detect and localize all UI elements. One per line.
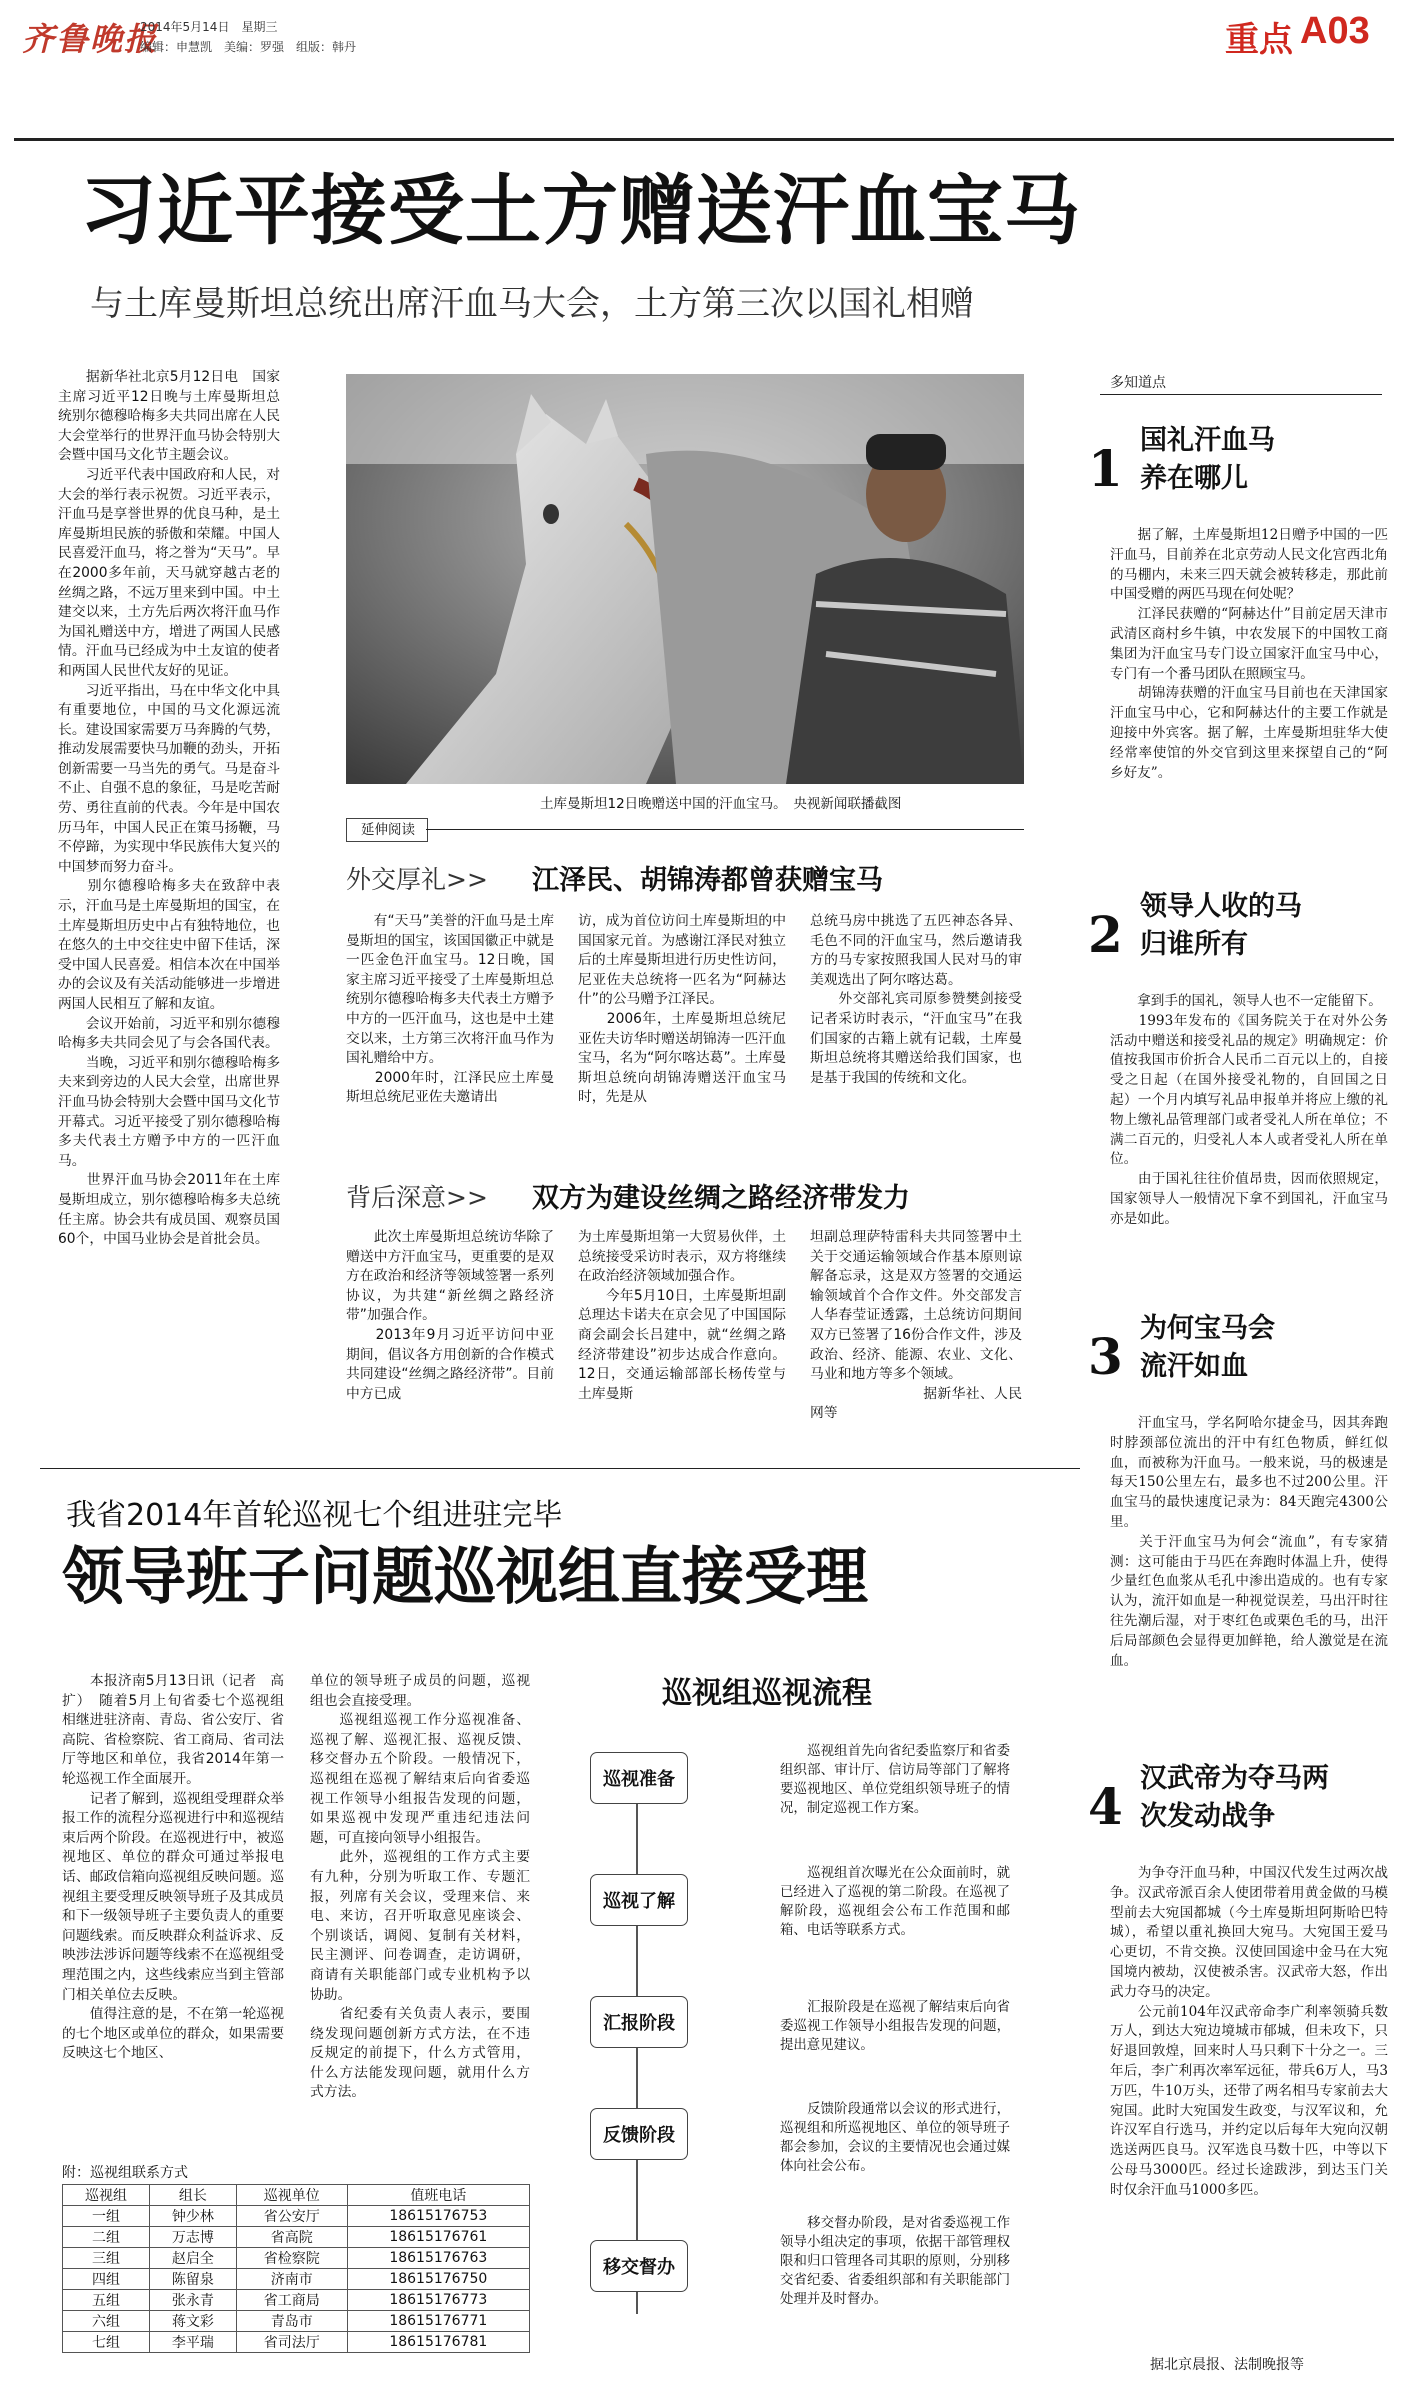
flow-step-label: 巡视了解: [603, 1891, 675, 1912]
flow-step: [590, 2108, 688, 2160]
sidebar-label: 多知道点: [1110, 375, 1166, 391]
sidebar-item-text: 拿到手的国礼，领导人也不一定能留下。 1993年发布的《国务院关于在对外公务活动中赠送和接受礼品的规定》明确规定：价值按我国市价折合人民币二百元以上的，自接受之日起（在国外接受礼物的，自回国之日起）一个月内填写礼品申报单并将应上缴的礼物上缴礼品管理部门或者受礼人所在单位；不满二百元的，归受礼人本人或者受礼人所在单位。 由于国礼往往价值昂贵，因而依照规定，国家领导人一般情况下拿不到国礼，汗血宝马亦是如此。: [1110, 993, 1388, 1227]
photo-caption: 土库曼斯坦12日晚赠送中国的汗血宝马。 央视新闻联播截图: [540, 796, 902, 812]
page-number: A03: [1300, 10, 1370, 52]
column-header: 巡视单位: [236, 2185, 347, 2206]
flow-step: [590, 2240, 688, 2292]
inspection-kicker: 我省2014年首轮巡视七个组进驻完毕: [66, 1498, 563, 1533]
sidebar-item-number: 4: [1088, 1777, 1123, 1836]
table-row: [63, 2227, 530, 2248]
table-cell: 18615176771: [347, 2311, 529, 2332]
sidebar-item-title: 为何宝马会流汗如血: [1140, 1313, 1275, 1382]
main-subheadline: 与土库曼斯坦总统出席汗血马大会，土方第三次以国礼相赠: [90, 284, 974, 324]
table-cell: 18615176761: [347, 2227, 529, 2248]
ext-sec2-tag: 背后深意>>: [346, 1183, 488, 1212]
sidebar-item-number: 3: [1088, 1327, 1123, 1386]
flow-step-description: 巡视组首次曝光在公众面前时，就已经进入了巡视的第二阶段。在巡视了解阶段，巡视组会公布工作范围和邮箱、电话等联系方式。: [780, 1866, 1010, 1938]
flow-step-description: 巡视组首先向省纪委监察厅和省委组织部、审计厅、信访局等部门了解将要巡视地区、单位党组织领导班子的情况，制定巡视工作方案。: [780, 1744, 1010, 1816]
sidebar-item-title: 汉武帝为夺马两次发动战争: [1140, 1763, 1329, 1832]
flow-step-label: 汇报阶段: [603, 2013, 675, 2034]
main-headline: 习近平接受土方赠送汗血宝马: [80, 166, 1081, 255]
table-cell: 钟少林: [149, 2206, 236, 2227]
table-cell: 万志博: [149, 2227, 236, 2248]
column-header: 巡视组: [63, 2185, 150, 2206]
table-cell: 蒋文彩: [149, 2311, 236, 2332]
table-cell: 省司法厅: [236, 2332, 347, 2353]
inspection-body-col1: 本报济南5月13日讯（记者 高扩） 随着5月上旬省委七个巡视组相继进驻济南、青岛、省公安厅、省高院、省检察院、省工商局、省司法厅等地区和单位，我省2014年第一轮巡视工作全面展开。 记者了解到，巡视组受理群众举报工作的流程分巡视进行中和巡视结束后两个阶段。在巡视进行中，被巡视地区、单位的群众可通过举报电话、邮政信箱向巡视组反映问题。巡视组主要受理反映领导班子及其成员和下一级领导班子主要负责人的重要问题线索。而反映群众利益诉求、反映涉法涉诉问题等线索不在巡视组受理范围之内，这些线索应当到主管部门相关单位去反映。 值得注意的是，不在第一轮巡视的七个地区或单位的群众，如果需要反映这七个地区、: [62, 1673, 284, 2062]
issue-date: 2014年5月14日 星期三: [140, 20, 278, 34]
table-cell: 18615176773: [347, 2290, 529, 2311]
table-cell: 李平瑞: [149, 2332, 236, 2353]
sidebar-credit: 据北京晨报、法制晚报等: [1150, 2357, 1304, 2373]
section-label: 重点: [1225, 20, 1293, 60]
table-cell: 18615176763: [347, 2248, 529, 2269]
flow-step-description: 反馈阶段通常以会议的形式进行，巡视组和所巡视地区、单位的领导班子都会参加，会议的主要情况也会通过媒体向社会公布。: [780, 2102, 1010, 2174]
table-cell: 济南市: [236, 2269, 347, 2290]
masthead: [0, 0, 1409, 140]
table-row: [63, 2269, 530, 2290]
flow-step: [590, 1996, 688, 2048]
flow-step-description: 移交督办阶段，是对省委巡视工作领导小组决定的事项，依据干部管理权限和归口管理各司其职的原则，分别移交省纪委、省委组织部和有关职能部门处理并及时督办。: [780, 2216, 1010, 2307]
main-story-body: 据新华社北京5月12日电 国家主席习近平12日晚与土库曼斯坦总统别尔德穆哈梅多夫共同出席在人民大会堂举行的世界汗血马协会特别大会暨中国马文化节主题会议。 习近平代表中国政府和人民，对大会的举行表示祝贺。习近平表示，汗血马是享誉世界的优良马种，是土库曼斯坦民族的骄傲和荣耀。中国人民喜爱汗血马，将之誉为“天马”。早在2000多年前，天马就穿越古老的丝绸之路，不远万里来到中国。中土建交以来，土方先后两次将汗血马作为国礼赠送中方，增进了两国人民感情。汗血马已经成为中土友谊的使者和两国人民世代友好的见证。 习近平指出，马在中华文化中具有重要地位，中国的马文化源远流长。建设国家需要万马奔腾的气势，推动发展需要快马加鞭的劲头，开拓创新需要一马当先的勇气。马是奋斗不止、自强不息的象征，马是吃苦耐劳、勇往直前的代表。今年是中国农历马年，中国人民正在策马扬鞭，马不停蹄，为实现中华民族伟大复兴的中国梦而努力奋斗。 别尔德穆哈梅多夫在致辞中表示，汗血马是土库曼斯坦的国宝，在土库曼斯坦历史中占有独特地位，也在悠久的土中交往史中留下佳话，深受中国人民喜爱。相信本次在中国举办的会议及有关活动能够进一步增进两国人民相互了解和友谊。 会议开始前，习近平和别尔德穆哈梅多夫共同会见了与会各国代表。 当晚，习近平和别尔德穆哈梅多夫来到旁边的人民大会堂，出席世界汗血马协会特别大会暨中国马文化节开幕式。习近平接受了别尔德穆哈梅多夫代表土方赠予中方的一匹汗血马。 世界汗血马协会2011年在土库曼斯坦成立，别尔德穆哈梅多夫总统任主席。协会共有成员国、观察员国60个，中国马业协会是首批会员。: [58, 369, 280, 1248]
ext-sec1-col2: 访，成为首位访问土库曼斯坦的中国国家元首。为感谢江泽民对独立后的土库曼斯坦进行历史性访问，尼亚佐夫总统将一匹名为“阿赫达什”的公马赠予江泽民。 2006年，土库曼斯坦总统尼亚佐夫访华时赠送胡锦涛一匹汗血宝马，名为“阿尔喀达葛”。土库曼斯坦总统向胡锦涛赠送汗血宝马时，先是从: [578, 913, 786, 1106]
table-cell: 18615176750: [347, 2269, 529, 2290]
flow-step: [590, 1752, 688, 1804]
table-cell: 18615176753: [347, 2206, 529, 2227]
section-divider: [40, 1468, 1080, 1469]
sidebar-item-text: 据了解，土库曼斯坦12日赠予中国的一匹汗血马，目前养在北京劳动人民文化宫西北角的马棚内，未来三四天就会被转移走，那此前中国受赠的两匹马现在何处呢？ 江泽民获赠的“阿赫达什”目前定居天津市武清区商村乡牛镇，中农发展下的中国牧工商集团为汗血宝马专门设立国家汗血宝马中心，专门有一个番马团队在照顾宝马。 胡锦涛获赠的汗血宝马目前也在天津国家汗血宝马中心，它和阿赫达什的主要工作就是迎接中外宾客。据了解，土库曼斯坦驻华大使经常率使馆的外交官到这里来探望自己的“阿乡好友”。: [1110, 527, 1388, 781]
flow-title: 巡视组巡视流程: [662, 1676, 872, 1711]
ext-sec1-col1: 有“天马”美誉的汗血马是土库曼斯坦的国宝，该国国徽正中就是一匹金色汗血宝马。12日晚，国家主席习近平接受了土库曼斯坦总统别尔德穆哈梅多夫代表土方赠予中方的一匹汗血马，这也是中土建交以来，土方第三次将汗血马作为国礼赠给中方。 2000年时，江泽民应土库曼斯坦总统尼亚佐夫邀请出: [346, 913, 554, 1106]
table-cell: 18615176781: [347, 2332, 529, 2353]
table-header-row: [63, 2185, 530, 2206]
extension-rule: [426, 829, 1024, 830]
table-cell: 陈留泉: [149, 2269, 236, 2290]
contact-table-caption: 附：巡视组联系方式: [62, 2165, 188, 2181]
table-cell: 七组: [63, 2332, 150, 2353]
extension-label: [346, 818, 428, 842]
column-header: 值班电话: [347, 2185, 529, 2206]
ext-sec2-col1: 此次土库曼斯坦总统访华除了赠送中方汗血宝马，更重要的是双方在政治和经济等领域签署一系列协议，为共建“新丝绸之路经济带”加强合作。 2013年9月习近平访问中亚期间，倡议各方用创新的合作模式共同建设“丝绸之路经济带”。目前中方已成: [346, 1229, 554, 1402]
inspection-body-col2: 单位的领导班子成员的问题，巡视组也会直接受理。 巡视组巡视工作分巡视准备、巡视了解、巡视汇报、巡视反馈、移交督办五个阶段。一般情况下，巡视组在巡视了解结束后向省委巡视工作领导小组报告发现的问题，如果巡视中发现严重违纪违法问题，可直接向领导小组报告。 此外，巡视组的工作方式主要有九种，分别为听取工作、专题汇报，列席有关会议，受理来信、来电、来访，召开听取意见座谈会、个别谈话，调阅、复制有关材料，民主测评、问卷调查，走访调研，商请有关职能部门或专业机构予以协助。 省纪委有关负责人表示，要围绕发现问题创新方式方法，在不违反规定的前提下，什么方式管用，什么方法能发现问题，就用什么方式方法。: [310, 1673, 530, 2101]
table-cell: 五组: [63, 2290, 150, 2311]
column-header: 组长: [149, 2185, 236, 2206]
sidebar-item-number: 1: [1088, 439, 1123, 498]
sidebar-item-title: 领导人收的马归谁所有: [1140, 891, 1302, 960]
table-row: [63, 2311, 530, 2332]
ext-sec2-col2: 为土库曼斯坦第一大贸易伙伴，土总统接受采访时表示，双方将继续在政治经济领域加强合作。 今年5月10日，土库曼斯坦副总理达卡诺夫在京会见了中国国际商会副会长吕建中，就“丝绸之路经济带建设”初步达成合作意向。12日，交通运输部部长杨传堂与土库曼斯: [578, 1229, 786, 1402]
table-cell: 三组: [63, 2248, 150, 2269]
flow-step-description: 汇报阶段是在巡视了解结束后向省委巡视工作领导小组报告发现的问题，提出意见建议。: [780, 2000, 1010, 2053]
table-row: [63, 2290, 530, 2311]
flow-step-label: 巡视准备: [603, 1769, 675, 1790]
extension-label-text: 延伸阅读: [361, 822, 415, 838]
table-cell: 赵启全: [149, 2248, 236, 2269]
table-cell: 省公安厅: [236, 2206, 347, 2227]
ext-sec1-title: 江泽民、胡锦涛都曾获赠宝马: [532, 865, 883, 896]
table-cell: 六组: [63, 2311, 150, 2332]
ext-sec1-tag: 外交厚礼>>: [346, 865, 488, 894]
table-cell: 二组: [63, 2227, 150, 2248]
table-row: [63, 2248, 530, 2269]
table-cell: 省检察院: [236, 2248, 347, 2269]
inspection-headline: 领导班子问题巡视组直接受理: [62, 1540, 869, 1613]
ext-sec2-col3: 坦副总理萨特雷科夫共同签署中土关于交通运输领域合作基本原则谅解备忘录，这是双方签署的交通运输领域首个合作文件。外交部发言人华春莹证透露，土总统访问期间双方已签署了16份合作文件，涉及政治、经济、能源、农业、文化、马业和地方等多个领域。 据新华社、人民网等: [810, 1229, 1022, 1422]
table-cell: 省高院: [236, 2227, 347, 2248]
table-cell: 一组: [63, 2206, 150, 2227]
flow-step-label: 反馈阶段: [603, 2125, 675, 2146]
table-cell: 张永青: [149, 2290, 236, 2311]
table-row: [63, 2206, 530, 2227]
ext-sec1-col3: 总统马房中挑选了五匹神态各异、毛色不同的汗血宝马，然后邀请我方的马专家按照我国人民对马的审美观选出了阿尔喀达葛。 外交部礼宾司原参赞樊剑接受记者采访时表示，“汗血宝马”在我们国家的古籍上就有记载，土库曼斯坦总统将其赠送给我们国家，也是基于我国的传统和文化。: [810, 913, 1022, 1086]
horse-photo-illustration: [346, 374, 1024, 784]
ext-sec2-title: 双方为建设丝绸之路经济带发力: [532, 1183, 910, 1214]
table-cell: 省工商局: [236, 2290, 347, 2311]
table-row: [63, 2332, 530, 2353]
flow-step: [590, 1874, 688, 1926]
newspaper-logo: 齐鲁晚报: [22, 20, 159, 58]
table-cell: 四组: [63, 2269, 150, 2290]
flow-step-label: 移交督办: [603, 2257, 675, 2278]
header-rule: [14, 138, 1394, 141]
horse-photo: [346, 374, 1024, 784]
sidebar-item-title: 国礼汗血马养在哪儿: [1140, 425, 1275, 494]
sidebar-item-text: 汗血宝马，学名阿哈尔捷金马，因其奔跑时脖颈部位流出的汗中有红色物质，鲜红似血，而被称为汗血马。一般来说，马的极速是每天150公里左右，最多也不过200公里。汗血宝马的最快速度记录为：84天跑完4300公里。 关于汗血宝马为何会“流血”，有专家猜测：这可能由于马匹在奔跑时体温上升，使得少量红色血浆从毛孔中渗出造成的。也有专家认为，流汗如血是一种视觉误差，马出汗时往往先潮后湿，对于枣红色或栗色毛的马，出汗后局部颜色会显得更加鲜艳，给人激觉是在流血。: [1110, 1415, 1388, 1669]
sidebar-item-number: 2: [1088, 905, 1123, 964]
table-cell: 青岛市: [236, 2311, 347, 2332]
contact-table: [62, 2184, 530, 2353]
sidebar-rule: [1100, 394, 1382, 395]
editor-credits: 编辑：申慧凯 美编：罗强 组版：韩丹: [140, 40, 357, 54]
sidebar-item-text: 为争夺汗血马种，中国汉代发生过两次战争。汉武帝派百余人使团带着用黄金做的马模型前去大宛国都城（今土库曼斯坦阿斯哈巴特城），希望以重礼换回大宛马。大宛国王爱马心更切，不肯交换。汉使回国途中金马在大宛国境内被劫，汉使被杀害。汉武帝大怒，作出武力夺马的决定。 公元前104年汉武帝命李广利率领骑兵数万人，到达大宛边境城市郁城，但未攻下，只好退回敦煌，回来时人马只剩下十分之一。三年后，李广利再次率军远征，带兵6万人，马3万匹，牛10万头，还带了两名相马专家前去大宛国。此时大宛国发生政变，与汉军议和，允许汉军自行选马，并约定以后每年大宛向汉朝选送两匹良马。汉军选良马数十匹，中等以下公母马3000匹。经过长途跋涉，到达玉门关时仅余汗血马1000多匹。: [1110, 1865, 1388, 2198]
